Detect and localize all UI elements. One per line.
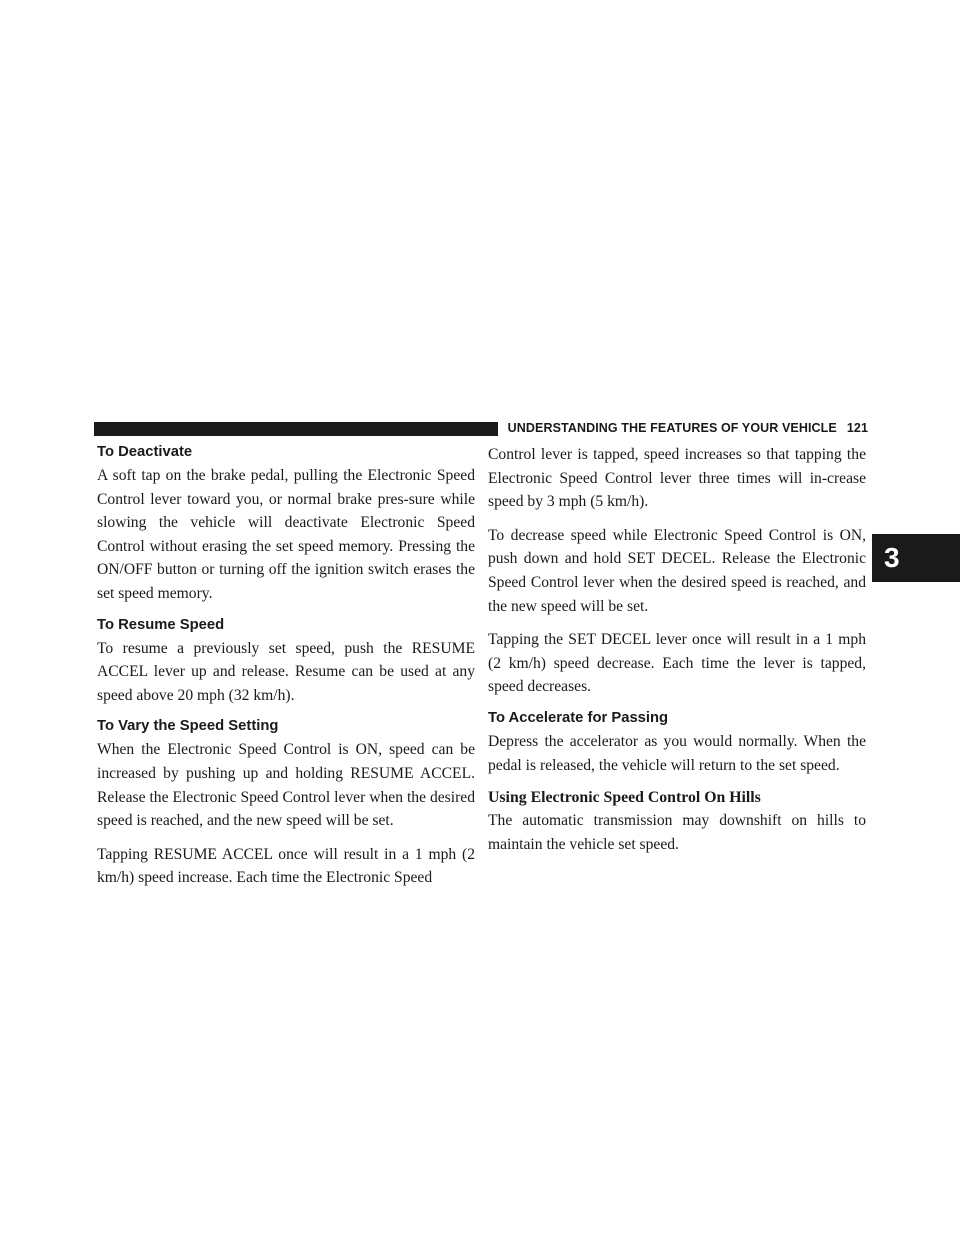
resume-heading: To Resume Speed	[97, 616, 225, 633]
decrease-paragraph: To decrease speed while Electronic Speed Control is ON, push down and hold SET DECEL. Release the Electronic Speed Control lever when the desired speed is reached, and the new speed will be set.	[488, 526, 866, 615]
vary-paragraph-2-continued: Control lever is tapped, speed increases so that tapping the Electronic Speed Control lever three times will in-crease speed by 3 mph (5 km/h).	[488, 446, 866, 511]
page-number: 121	[846, 421, 868, 435]
chapter-tab: 3	[872, 534, 960, 582]
vary-paragraph-2: Tapping RESUME ACCEL once will result in a 1 mph (2 km/h) speed increase. Each time the Electronic Speed	[97, 845, 475, 887]
passing-paragraph: Depress the accelerator as you would normally. When the pedal is released, the vehicle will return to the set speed.	[488, 732, 866, 774]
tap-decel-paragraph: Tapping the SET DECEL lever once will result in a 1 mph (2 km/h) speed decrease. Each time the lever is tapped, speed decreases.	[488, 631, 866, 696]
running-header	[498, 418, 868, 438]
left-column	[97, 443, 475, 900]
chapter-title: UNDERSTANDING THE FEATURES OF YOUR VEHICLE	[507, 421, 837, 435]
deactivate-paragraph: A soft tap on the brake pedal, pulling the Electronic Speed Control lever toward you, or normal brake pres-sure while slowing the vehicle will deactivate Electronic Speed Control without erasing the set speed memory. Pressing the ON/OFF button or turning off the ignition switch erases the set speed memory.	[97, 467, 475, 602]
passing-heading: To Accelerate for Passing	[488, 709, 669, 726]
deactivate-heading: To Deactivate	[97, 444, 193, 460]
hills-heading: Using Electronic Speed Control On Hills	[488, 789, 761, 807]
vary-heading: To Vary the Speed Setting	[97, 718, 279, 735]
right-column	[488, 443, 866, 866]
vary-paragraph-1: When the Electronic Speed Control is ON, speed can be increased by pushing up and holding RESUME ACCEL. Release the Electronic Speed Control lever when the desired speed is reached, and the new speed will be set.	[97, 741, 475, 830]
hills-paragraph: The automatic transmission may downshift on hills to maintain the vehicle set speed.	[488, 812, 866, 853]
resume-paragraph: To resume a previously set speed, push the RESUME ACCEL lever up and release. Resume can be used at any speed above 20 mph (32 km/h).	[97, 639, 475, 704]
